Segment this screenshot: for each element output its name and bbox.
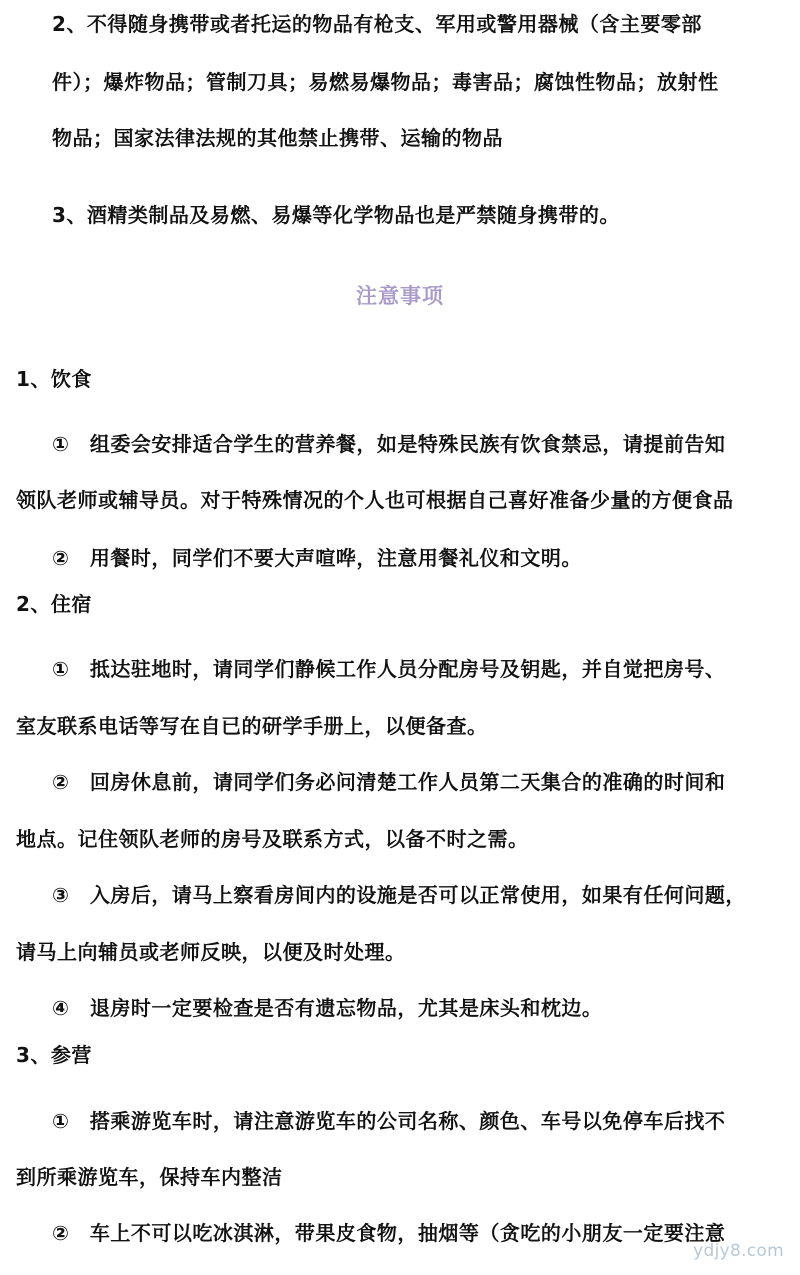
food-heading: 1、饮食 (16, 367, 92, 391)
food-para-2-line-1: ② 用餐时，同学们不要大声喧哗，注意用餐礼仪和文明。 (52, 546, 582, 570)
lodging-heading: 2、住宿 (16, 592, 92, 616)
site-watermark: ydjy8.com (693, 1241, 784, 1261)
lodging-para-1-line-1: ① 抵达驻地时，请同学们静候工作人员分配房号及钥匙，并自觉把房号、 (52, 657, 726, 681)
food-para-1-line-1: ① 组委会安排适合学生的营养餐，如是特殊民族有饮食禁忌，请提前告知 (52, 432, 726, 456)
prohibited-item-2-line-2: 件）；爆炸物品；管制刀具；易燃易爆物品；毒害品；腐蚀性物品；放射性 (52, 70, 719, 94)
section-title: 注意事项 (356, 284, 444, 308)
lodging-para-1-line-2: 室友联系电话等写在自已的研学手册上，以便备查。 (16, 714, 488, 738)
camp-para-1-line-1: ① 搭乘游览车时，请注意游览车的公司名称、颜色、车号以免停车后找不 (52, 1109, 726, 1133)
lodging-para-3-line-2: 请马上向辅员或老师反映，以便及时处理。 (16, 940, 406, 964)
camp-para-1-line-2: 到所乘游览车，保持车内整洁 (16, 1165, 283, 1189)
lodging-para-4-line-1: ④ 退房时一定要检查是否有遗忘物品，尤其是床头和枕边。 (52, 996, 603, 1020)
prohibited-item-2-line-3: 物品；国家法律法规的其他禁止携带、运输的物品 (52, 126, 503, 150)
lodging-para-3-line-1: ③ 入房后，请马上察看房间内的设施是否可以正常使用，如果有任何问题， (52, 883, 746, 907)
prohibited-item-2-line-1: 2、不得随身携带或者托运的物品有枪支、军用或警用器械（含主要零部 (52, 12, 702, 36)
prohibited-item-3-line-1: 3、酒精类制品及易燃、易爆等化学物品也是严禁随身携带的。 (52, 203, 620, 227)
camp-para-2-line-1: ② 车上不可以吃冰淇淋，带果皮食物，抽烟等（贪吃的小朋友一定要注意 (52, 1221, 726, 1245)
lodging-para-2-line-2: 地点。记住领队老师的房号及联系方式，以备不时之需。 (16, 827, 529, 851)
lodging-para-2-line-1: ② 回房休息前，请同学们务必问清楚工作人员第二天集合的准确的时间和 (52, 770, 726, 794)
camp-heading: 3、参营 (16, 1043, 92, 1067)
food-para-1-line-2: 领队老师或辅导员。对于特殊情况的个人也可根据自己喜好准备少量的方便食品 (16, 488, 734, 512)
